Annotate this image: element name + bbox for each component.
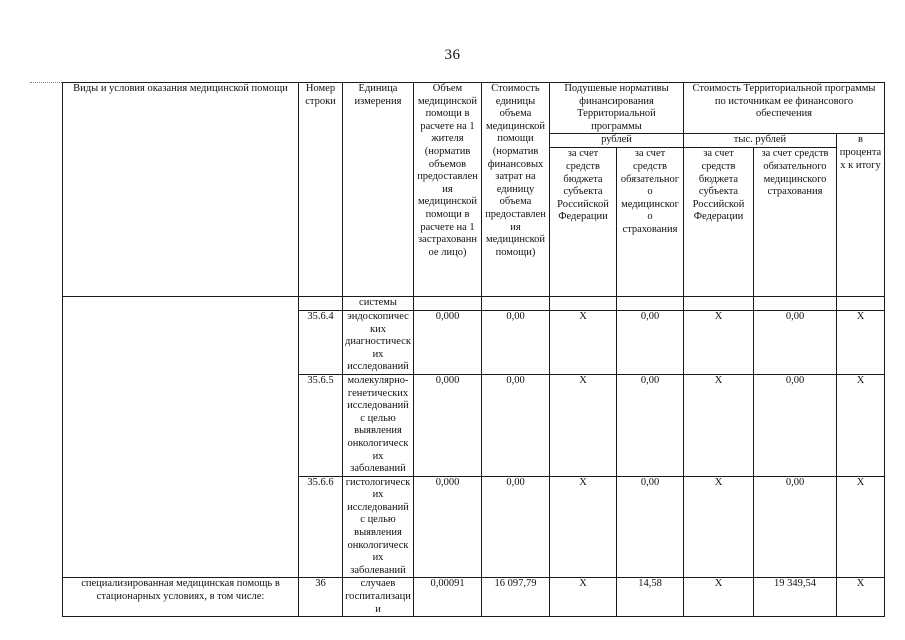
- continuation-cost-cell: [482, 297, 550, 311]
- continuation-total-oms-cell: [754, 297, 837, 311]
- scan-artifact-line: [30, 82, 64, 83]
- continuation-row: [63, 297, 885, 311]
- header-per-capita-group: Подушевые нормативы финансирования Территориальной программы: [550, 83, 684, 134]
- cost-table: [62, 82, 885, 617]
- page-number: 36: [444, 47, 461, 63]
- header-unit-cost: Стоимость единицы объема медицинской помощи (норматив финансовых затрат на единицу объема предоставления медицинской помощи): [482, 83, 550, 297]
- continuation-unit-cell: системы: [343, 297, 414, 311]
- row-total-oms: 19 349,54: [754, 578, 837, 617]
- continuation-number-cell: [299, 297, 343, 311]
- header-norm-oms: за счет средств обязательного медицинского страхования: [617, 148, 684, 297]
- row-kind: специализированная медицинская помощь в стационарных условиях, в том числе:: [63, 578, 299, 617]
- header-unit: Единица измерения: [343, 83, 414, 297]
- row-total-budget: X: [684, 310, 754, 374]
- continuation-norm-oms-cell: [617, 297, 684, 311]
- row-norm-oms: 0,00: [617, 476, 684, 578]
- continuation-volume-cell: [414, 297, 482, 311]
- row-norm-oms: 14,58: [617, 578, 684, 617]
- header-percent: в процентах к итогу: [837, 134, 885, 297]
- row-cost: 16 097,79: [482, 578, 550, 617]
- row-percent: X: [837, 578, 885, 617]
- row-volume: 0,000: [414, 310, 482, 374]
- header-norm-budget: за счет средств бюджета субъекта Российской Федерации: [550, 148, 617, 297]
- continuation-total-budget-cell: [684, 297, 754, 311]
- header-total-budget: за счет средств бюджета субъекта Российской Федерации: [684, 148, 754, 297]
- row-total-oms: 0,00: [754, 374, 837, 476]
- header-total-oms: за счет средств обязательного медицинского страхования: [754, 148, 837, 297]
- row-norm-budget: X: [550, 476, 617, 578]
- row-total-budget: X: [684, 578, 754, 617]
- header-unit-rub: рублей: [550, 134, 684, 148]
- table-row: [63, 578, 885, 617]
- row-norm-oms: 0,00: [617, 310, 684, 374]
- row-total-oms: 0,00: [754, 310, 837, 374]
- row-total-budget: X: [684, 476, 754, 578]
- continuation-norm-budget-cell: [550, 297, 617, 311]
- kinds-cell-empty: [63, 297, 299, 578]
- row-number: 36: [299, 578, 343, 617]
- row-percent: X: [837, 374, 885, 476]
- row-norm-budget: X: [550, 374, 617, 476]
- row-cost: 0,00: [482, 476, 550, 578]
- row-cost: 0,00: [482, 310, 550, 374]
- row-total-oms: 0,00: [754, 476, 837, 578]
- row-unit: эндоскопических диагностических исследований: [343, 310, 414, 374]
- row-unit: гистологических исследований с целью выявления онкологических заболеваний: [343, 476, 414, 578]
- row-volume: 0,000: [414, 374, 482, 476]
- continuation-percent-cell: [837, 297, 885, 311]
- row-number: 35.6.6: [299, 476, 343, 578]
- row-number: 35.6.4: [299, 310, 343, 374]
- row-norm-oms: 0,00: [617, 374, 684, 476]
- header-row-1: [63, 83, 885, 134]
- row-volume: 0,00091: [414, 578, 482, 617]
- row-number: 35.6.5: [299, 374, 343, 476]
- header-volume: Объем медицинской помощи в расчете на 1 жителя (норматив объемов предоставления медицинской помощи в расчете на 1 застрахованное лицо): [414, 83, 482, 297]
- row-cost: 0,00: [482, 374, 550, 476]
- row-unit: молекулярно-генетических исследований с целью выявления онкологических заболеваний: [343, 374, 414, 476]
- row-percent: X: [837, 476, 885, 578]
- row-total-budget: X: [684, 374, 754, 476]
- header-kinds: Виды и условия оказания медицинской помощи: [63, 83, 299, 297]
- row-volume: 0,000: [414, 476, 482, 578]
- row-unit: случаев госпитализации: [343, 578, 414, 617]
- row-norm-budget: X: [550, 310, 617, 374]
- header-program-cost-group: Стоимость Территориальной программы по источникам ее финансового обеспечения: [684, 83, 885, 134]
- row-percent: X: [837, 310, 885, 374]
- header-row-number: Номер строки: [299, 83, 343, 297]
- row-norm-budget: X: [550, 578, 617, 617]
- header-unit-thousand-rub: тыс. рублей: [684, 134, 837, 148]
